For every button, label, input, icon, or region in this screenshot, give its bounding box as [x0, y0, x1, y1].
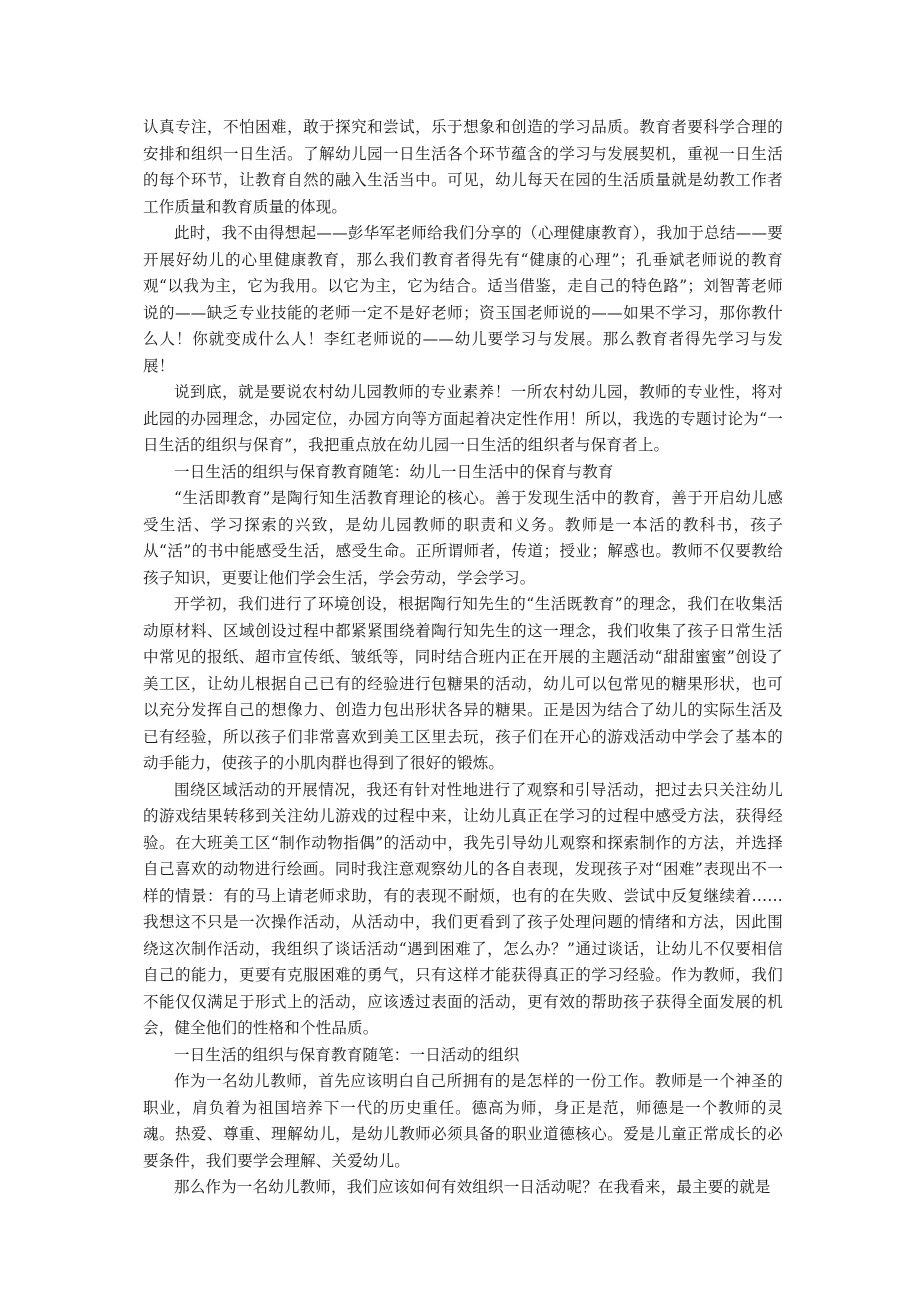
paragraph-teacher-role: 作为一名幼儿教师，首先应该明白自己所拥有的是怎样的一份工作。教师是一个神圣的职业，肩负着为祖国培养下一代的历史重任。德高为师，身正是范，师德是一个教师的灵魂。热爱、尊重、理解幼儿，是幼儿教师必须具备的职业道德核心。爱是儿童正常成长的必要条件，我们要学会理解、关爱幼儿。 — [143, 1072, 783, 1170]
section-heading-care-and-education: 一日生活的组织与保育教育随笔：幼儿一日生活中的保育与教育 — [174, 462, 614, 481]
paragraph-organizing-activities: 那么作为一名幼儿教师，我们应该如何有效组织一日活动呢？在我看来，最主要的就是 — [174, 1178, 771, 1196]
paragraph-continuation: 认真专注，不怕困难，敢于探究和尝试，乐于想象和创造的学习品质。教育者要科学合理的安排和组织一日生活。了解幼儿园一日生活各个环节蕴含的学习与发展契机，重视一日生活的每个环节，让教育自然的融入生活当中。可见，幼儿每天在园的生活质量就是幼教工作者工作质量和教育质量的体现。 — [143, 118, 783, 216]
paragraph-teacher-quotes: 此时，我不由得想起——彭华军老师给我们分享的（心理健康教育），我加于总结——要开展好幼儿的心里健康教育，那么我们教育者得先有“健康的心理”；孔垂斌老师说的教育观“以我为主，它为我用。以它为主，它为结合。适当借鉴，走自己的特色路”；刘智菁老师说的——缺乏专业技能的老师一定不是好老师；资玉国老师说的——如果不学习，那你教什么人！你就变成什么人！李红老师说的——幼儿要学习与发展。那么教育者得先学习与发展！ — [143, 224, 783, 375]
document-body — [143, 114, 783, 1201]
paragraph-professional-quality: 说到底，就是要说农村幼儿园教师的专业素养！一所农村幼儿园，教师的专业性，将对此园的办园理念，办园定位，办园方向等方面起着决定性作用！所以，我选的专题讨论为“一日生活的组织与保育”，我把重点放在幼儿园一日生活的组织者与保育者上。 — [143, 383, 783, 454]
paragraph-environment-creation: 开学初，我们进行了环境创设，根据陶行知先生的“生活既教育”的理念，我们在收集活动原材料、区域创设过程中都紧紧围绕着陶行知先生的这一理念，我们收集了孩子日常生活中常见的报纸、超市宣传纸、皱纸等，同时结合班内正在开展的主题活动“甜甜蜜蜜”创设了美工区，让幼儿根据自己已有的经验进行包糖果的活动，幼儿可以包常见的糖果形状，也可以充分发挥自己的想像力、创造力包出形状各异的糖果。正是因为结合了幼儿的实际生活及已有经验，所以孩子们非常喜欢到美工区里去玩，孩子们在开心的游戏活动中学会了基本的动手能力，使孩子的小肌肉群也得到了很好的锻炼。 — [143, 595, 783, 772]
paragraph-life-is-education: “生活即教育”是陶行知生活教育理论的核心。善于发现生活中的教育，善于开启幼儿感受生活、学习探索的兴致，是幼儿园教师的职责和义务。教师是一本活的教科书，孩子从“活”的书中能感受生活，感受生命。正所谓师者，传道；授业；解惑也。教师不仅要教给孩子知识，更要让他们学会生活，学会劳动，学会学习。 — [143, 489, 783, 587]
section-heading-daily-activities: 一日生活的组织与保育教育随笔：一日活动的组织 — [174, 1045, 520, 1064]
paragraph-area-activities: 围绕区域活动的开展情况，我还有针对性地进行了观察和引导活动，把过去只关注幼儿的游戏结果转移到关注幼儿游戏的过程中来，让幼儿真正在学习的过程中感受方法，获得经验。在大班美工区“制作动物指偶”的活动中，我先引导幼儿观察和探索制作的方法，并选择自己喜欢的动物进行绘画。同时我注意观察幼儿的各自表现，发现孩子对“困难”表现出不一样的情景：有的马上请老师求助，有的表现不耐烦，也有的在失败、尝试中反复继续着……我想这不只是一次操作活动，从活动中，我们更看到了孩子处理问题的情绪和方法，因此围绕这次制作活动，我组织了谈话活动“遇到困难了，怎么办？”通过谈话，让幼儿不仅要相信自己的能力，更要有克服困难的勇气，只有这样才能获得真正的学习经验。作为教师，我们不能仅仅满足于形式上的活动，应该透过表面的活动，更有效的帮助孩子获得全面发展的机会，健全他们的性格和个性品质。 — [143, 780, 783, 1037]
